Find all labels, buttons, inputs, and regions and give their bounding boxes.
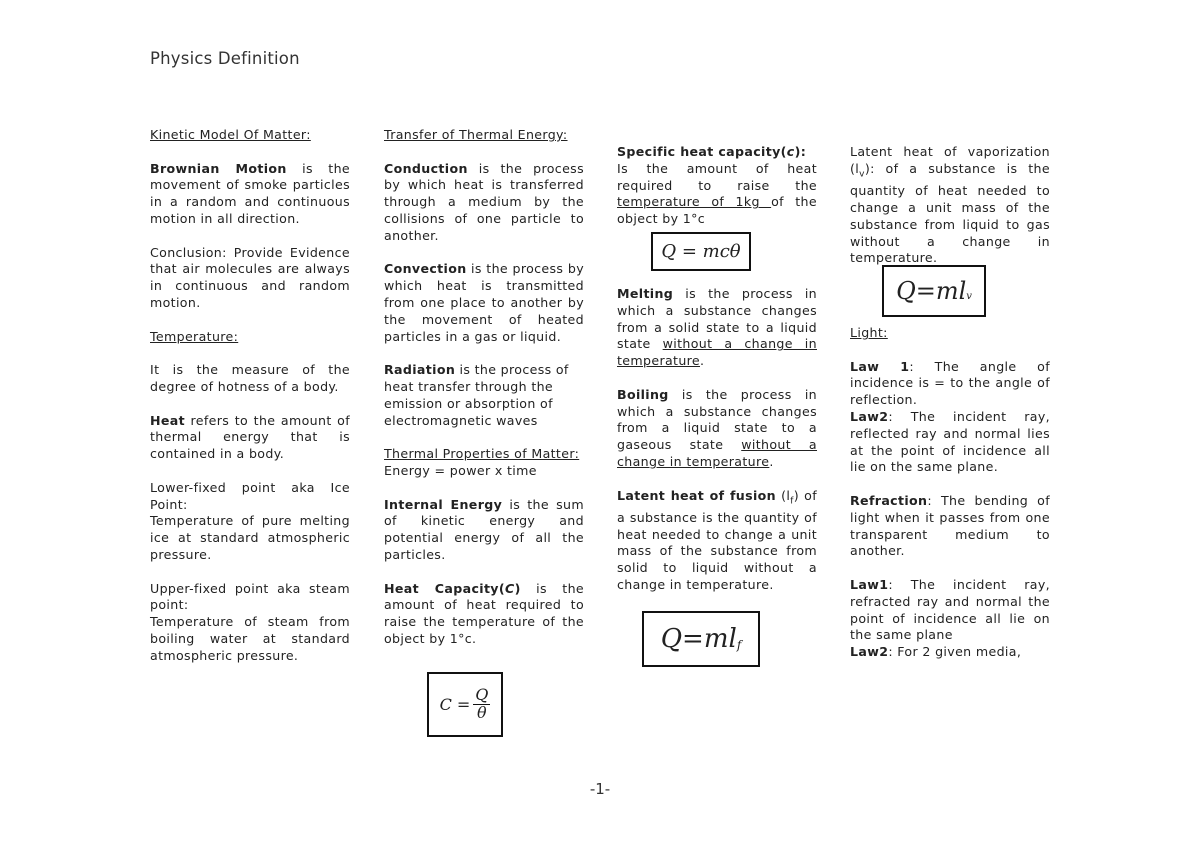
law1-text: : The angle of incidence is = to the angle of reflection. (850, 358, 1051, 408)
term-refraction: Refraction (850, 493, 928, 509)
section-heading-thermal-properties: Thermal Properties of Matter: (384, 446, 580, 462)
term-boiling: Boiling (617, 386, 669, 402)
term-radiation: Radiation (384, 362, 456, 378)
internal-energy-definition: is the sum of kinetic energy and potential energy of all the particles. (384, 496, 584, 562)
column-3 (617, 144, 817, 594)
conduction-definition: is the process by which heat is transferred through a medium by the collisions of one particle to another. (384, 160, 584, 243)
heat-capacity-symbol: C (504, 580, 515, 596)
formula-heat-capacity-box (427, 672, 503, 737)
column-4 (850, 144, 1050, 661)
boiling-text-b: . (769, 453, 774, 469)
paragraph-boiling (617, 387, 817, 471)
formula-specific-heat-box (651, 232, 751, 271)
melting-text-underlined: without a change in temperature (617, 336, 817, 369)
lhf-symbol: (l (775, 487, 791, 503)
term-heat: Heat (150, 412, 185, 428)
paragraph-latent-heat-fusion (617, 488, 817, 594)
formula-c-numerator: Q (475, 685, 489, 705)
heat-capacity-definition: is the amount of heat required to raise the temperature of the object by 1°c. (384, 580, 585, 646)
formula-c-denominator: θ (477, 703, 487, 722)
formula-latent-fusion: Q=ml (660, 624, 737, 654)
term-conduction: Conduction (384, 160, 468, 176)
law2-text: : The incident ray, reflected ray and normal lies at the point of incidence all lie on the same plane. (850, 409, 1050, 475)
paragraph-law2-refraction (850, 644, 1050, 661)
term-law2: Law2 (850, 409, 889, 425)
lhf-definition: of a substance is the quantity of heat needed to change a unit mass of the substance from solid to liquid without a change in temperature. (617, 487, 817, 593)
heat-capacity-close: ) (514, 580, 521, 596)
heat-definition: refers to the amount of thermal energy that is contained in a body. (150, 412, 350, 462)
formula-latent-fusion-box (642, 611, 760, 667)
paragraph-melting (617, 286, 817, 370)
heat-capacity-label: Heat Capacity( (384, 580, 505, 596)
term-law1: Law 1 (850, 358, 910, 374)
paragraph-law1-reflection (850, 359, 1050, 409)
refraction-law1-text: : The incident ray, refracted ray and normal the point of incidence all lie on the same plane (850, 577, 1050, 643)
term-convection: Convection (384, 261, 467, 277)
formula-latent-vaporization-box (882, 265, 986, 317)
column-2 (384, 127, 584, 648)
upper-fixed-point-text: Temperature of steam from boiling water at standard atmospheric pressure. (150, 614, 350, 663)
lower-fixed-point-title: Lower-fixed point aka Ice Point: (150, 479, 350, 512)
radiation-definition: is the process of heat transfer through the emission or absorption of electromagnetic waves (384, 362, 569, 428)
page-title: Physics Definition (150, 49, 300, 68)
refraction-text: : The bending of light when it passes from one transparent medium to another. (850, 493, 1050, 559)
shc-text-a: Is the amount of heat required to raise the (617, 160, 817, 193)
paragraph-heat (150, 413, 350, 463)
paragraph-brownian-motion (150, 161, 350, 228)
paragraph-refraction (850, 493, 1050, 560)
section-heading-kinetic-model: Kinetic Model Of Matter: (150, 127, 311, 142)
shc-symbol: c (786, 144, 795, 159)
section-heading-light: Light: (850, 325, 888, 341)
lhv-text-b: ): of a substance is the quantity of heat needed to change a unit mass of the substance from liquid to gas without a change in temperature. (850, 160, 1050, 266)
term-melting: Melting (617, 285, 674, 301)
paragraph-temperature: It is the measure of the degree of hotness of a body. (150, 362, 350, 394)
term-latent-heat-fusion: Latent heat of fusion (617, 487, 776, 503)
paragraph-internal-energy (384, 497, 584, 564)
paragraph-latent-heat-vaporization (850, 144, 1050, 267)
paragraph-conclusion: Conclusion: Provide Evidence that air molecules are always in continuous and random motion. (150, 244, 350, 310)
page-number: -1- (589, 780, 611, 798)
shc-text-underlined: temperature of 1kg (617, 194, 772, 210)
formula-latent-fusion-subscript: f (736, 638, 742, 652)
formula-latent-vaporization: Q=ml (896, 277, 967, 305)
section-heading-transfer-thermal-energy: Transfer of Thermal Energy: (384, 127, 568, 142)
section-heading-temperature: Temperature: (150, 328, 239, 344)
lhv-text-a: Latent heat of vaporization (l (850, 144, 1050, 176)
term-internal-energy: Internal Energy (384, 496, 503, 512)
paragraph-law2-reflection (850, 409, 1050, 476)
lhf-close: ) (793, 487, 800, 503)
shc-definition (617, 161, 817, 228)
term-specific-heat-capacity (617, 144, 806, 159)
lhv-subscript: v (859, 169, 865, 180)
upper-fixed-point-title: Upper-fixed point aka steam point: (150, 580, 350, 613)
term-refraction-law1: Law1 (850, 577, 889, 593)
convection-definition: is the process by which heat is transmitted from one place to another by the movement of heated particles in a gas or liquid. (384, 261, 584, 344)
column-1 (150, 127, 350, 665)
shc-label: Specific heat capacity( (617, 144, 787, 159)
term-brownian-motion: Brownian Motion (150, 160, 287, 176)
paragraph-law1-refraction (850, 577, 1050, 644)
paragraph-convection (384, 261, 584, 345)
lhf-subscript: f (790, 496, 794, 507)
paragraph-radiation (384, 362, 584, 429)
energy-formula-text: Energy = power x time (384, 462, 537, 478)
formula-specific-heat: Q = mcθ (661, 241, 741, 262)
boiling-text-a: is the process in which a substance changes from a liquid state to a gaseous state (617, 386, 817, 453)
formula-c-fraction (473, 687, 490, 722)
shc-close: ): (794, 144, 807, 159)
paragraph-conduction (384, 161, 584, 245)
boiling-text-underlined: without a change in temperature (617, 437, 818, 469)
term-heat-capacity (384, 581, 521, 596)
shc-text-b: of the object by 1°c (617, 194, 817, 227)
paragraph-heat-capacity (384, 581, 584, 648)
formula-c-lhs: C = (439, 695, 471, 714)
brownian-motion-definition: is the movement of smoke particles in a random and continuous motion in all direction. (150, 160, 350, 226)
refraction-law2-text: : For 2 given media, (888, 644, 1022, 660)
lower-fixed-point-text: Temperature of pure melting ice at standard atmospheric pressure. (150, 513, 350, 562)
melting-text-a: is the process in which a substance changes from a solid state to a liquid state (617, 285, 817, 352)
melting-text-b: . (700, 353, 705, 369)
formula-latent-vaporization-subscript: v (966, 290, 972, 302)
term-refraction-law2: Law2 (850, 644, 889, 660)
shc-heading (617, 144, 817, 161)
